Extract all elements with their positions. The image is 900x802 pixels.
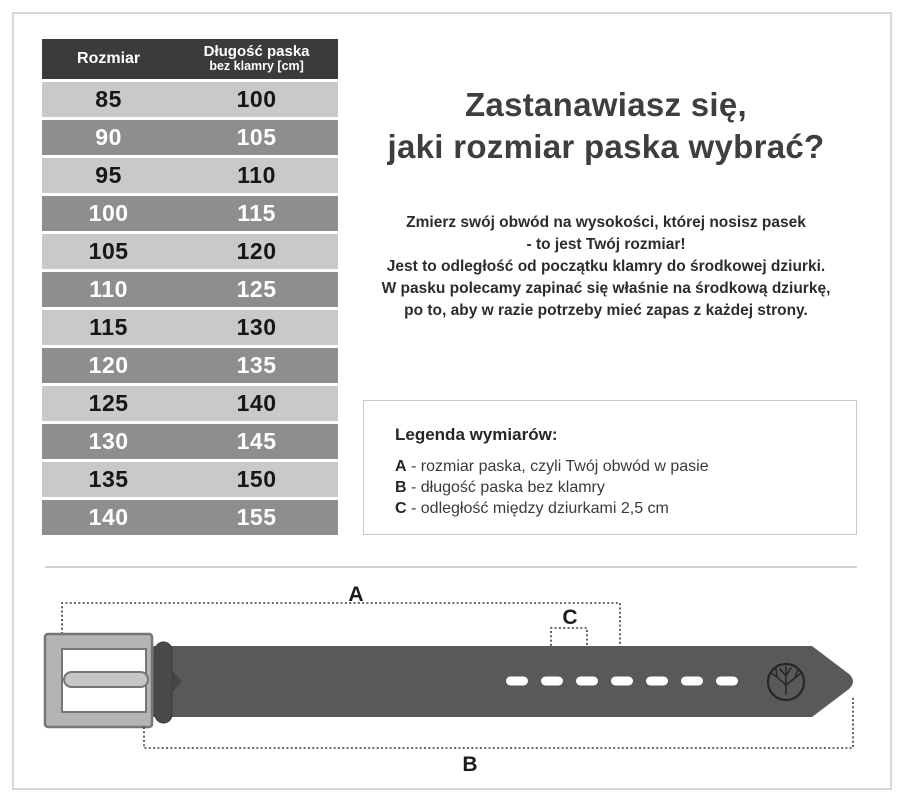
column-header-rozmiar: Rozmiar xyxy=(77,50,141,67)
cell-dlugosc: 155 xyxy=(236,504,277,530)
legend-item: B - długość paska bez klamry xyxy=(395,479,605,496)
cell-dlugosc: 140 xyxy=(236,390,277,416)
page-title-line1: Zastanawiasz się, xyxy=(464,86,748,123)
page-title-line2: jaki rozmiar paska wybrać? xyxy=(387,128,825,165)
cell-rozmiar: 90 xyxy=(95,124,122,150)
cell-dlugosc: 105 xyxy=(236,124,277,150)
table-row xyxy=(42,82,338,117)
belt-keeper-loop xyxy=(155,642,172,723)
belt-hole xyxy=(576,677,598,686)
cell-rozmiar: 100 xyxy=(88,200,129,226)
cell-rozmiar: 85 xyxy=(95,86,122,112)
cell-rozmiar: 110 xyxy=(89,276,128,302)
buckle-prong xyxy=(64,672,148,687)
dimension-label-c: C xyxy=(562,606,578,629)
cell-dlugosc: 100 xyxy=(236,86,277,112)
size-table xyxy=(42,39,338,535)
table-row xyxy=(42,158,338,193)
table-row xyxy=(42,196,338,231)
cell-rozmiar: 140 xyxy=(88,504,129,530)
belt-strap xyxy=(150,646,853,717)
table-row xyxy=(42,310,338,345)
dimension-label-a: A xyxy=(348,583,364,606)
belt-hole xyxy=(506,677,528,686)
legend-item: A - rozmiar paska, czyli Twój obwód w pasie xyxy=(395,458,709,475)
dimension-label-b: B xyxy=(462,753,478,776)
page-title xyxy=(350,84,862,168)
table-row xyxy=(42,348,338,383)
intro-text: Zmierz swój obwód na wysokości, której nosisz pasek - to jest Twój rozmiar! Jest to odległość od początku klamry do środkowej dziurki. W pasku polecamy zapinać się właśnie na środkową dziurkę, po to, aby w razie potrzeby mieć zapas z każdej strony. xyxy=(381,214,831,319)
belt-buckle xyxy=(45,634,152,727)
legend-items xyxy=(395,456,840,519)
legend-title: Legenda wymiarów: xyxy=(395,425,558,444)
table-row xyxy=(42,500,338,535)
size-table-rows xyxy=(42,82,338,535)
cell-rozmiar: 105 xyxy=(88,238,129,264)
cell-dlugosc: 125 xyxy=(236,276,277,302)
cell-dlugosc: 135 xyxy=(236,352,277,378)
belt-hole xyxy=(716,677,738,686)
table-row xyxy=(42,386,338,421)
cell-rozmiar: 130 xyxy=(88,428,129,454)
legend-box xyxy=(363,400,857,535)
right-column xyxy=(350,84,862,322)
belt-diagram-svg xyxy=(0,560,900,802)
belt-hole xyxy=(646,677,668,686)
belt-hole xyxy=(611,677,633,686)
cell-dlugosc: 130 xyxy=(236,314,277,340)
cell-rozmiar: 135 xyxy=(88,466,129,492)
cell-rozmiar: 120 xyxy=(88,352,129,378)
cell-dlugosc: 150 xyxy=(236,466,277,492)
table-row xyxy=(42,424,338,459)
cell-rozmiar: 115 xyxy=(89,314,128,340)
column-header-dlugosc-line1: Długość paska xyxy=(203,42,310,60)
cell-rozmiar: 95 xyxy=(95,162,122,188)
cell-dlugosc: 110 xyxy=(237,162,276,188)
column-header-dlugosc-line2: bez klamry [cm] xyxy=(209,59,304,74)
belt-hole xyxy=(541,677,563,686)
belt-hole xyxy=(681,677,703,686)
legend-item: C - odległość między dziurkami 2,5 cm xyxy=(395,500,669,517)
table-row xyxy=(42,234,338,269)
cell-dlugosc: 120 xyxy=(236,238,277,264)
size-table-header xyxy=(42,39,338,79)
table-row xyxy=(42,462,338,497)
belt-diagram xyxy=(0,560,900,802)
cell-dlugosc: 115 xyxy=(237,200,276,226)
cell-dlugosc: 145 xyxy=(236,428,277,454)
table-row xyxy=(42,120,338,155)
column-header-dlugosc xyxy=(175,44,338,74)
cell-rozmiar: 125 xyxy=(88,390,129,416)
table-row xyxy=(42,272,338,307)
